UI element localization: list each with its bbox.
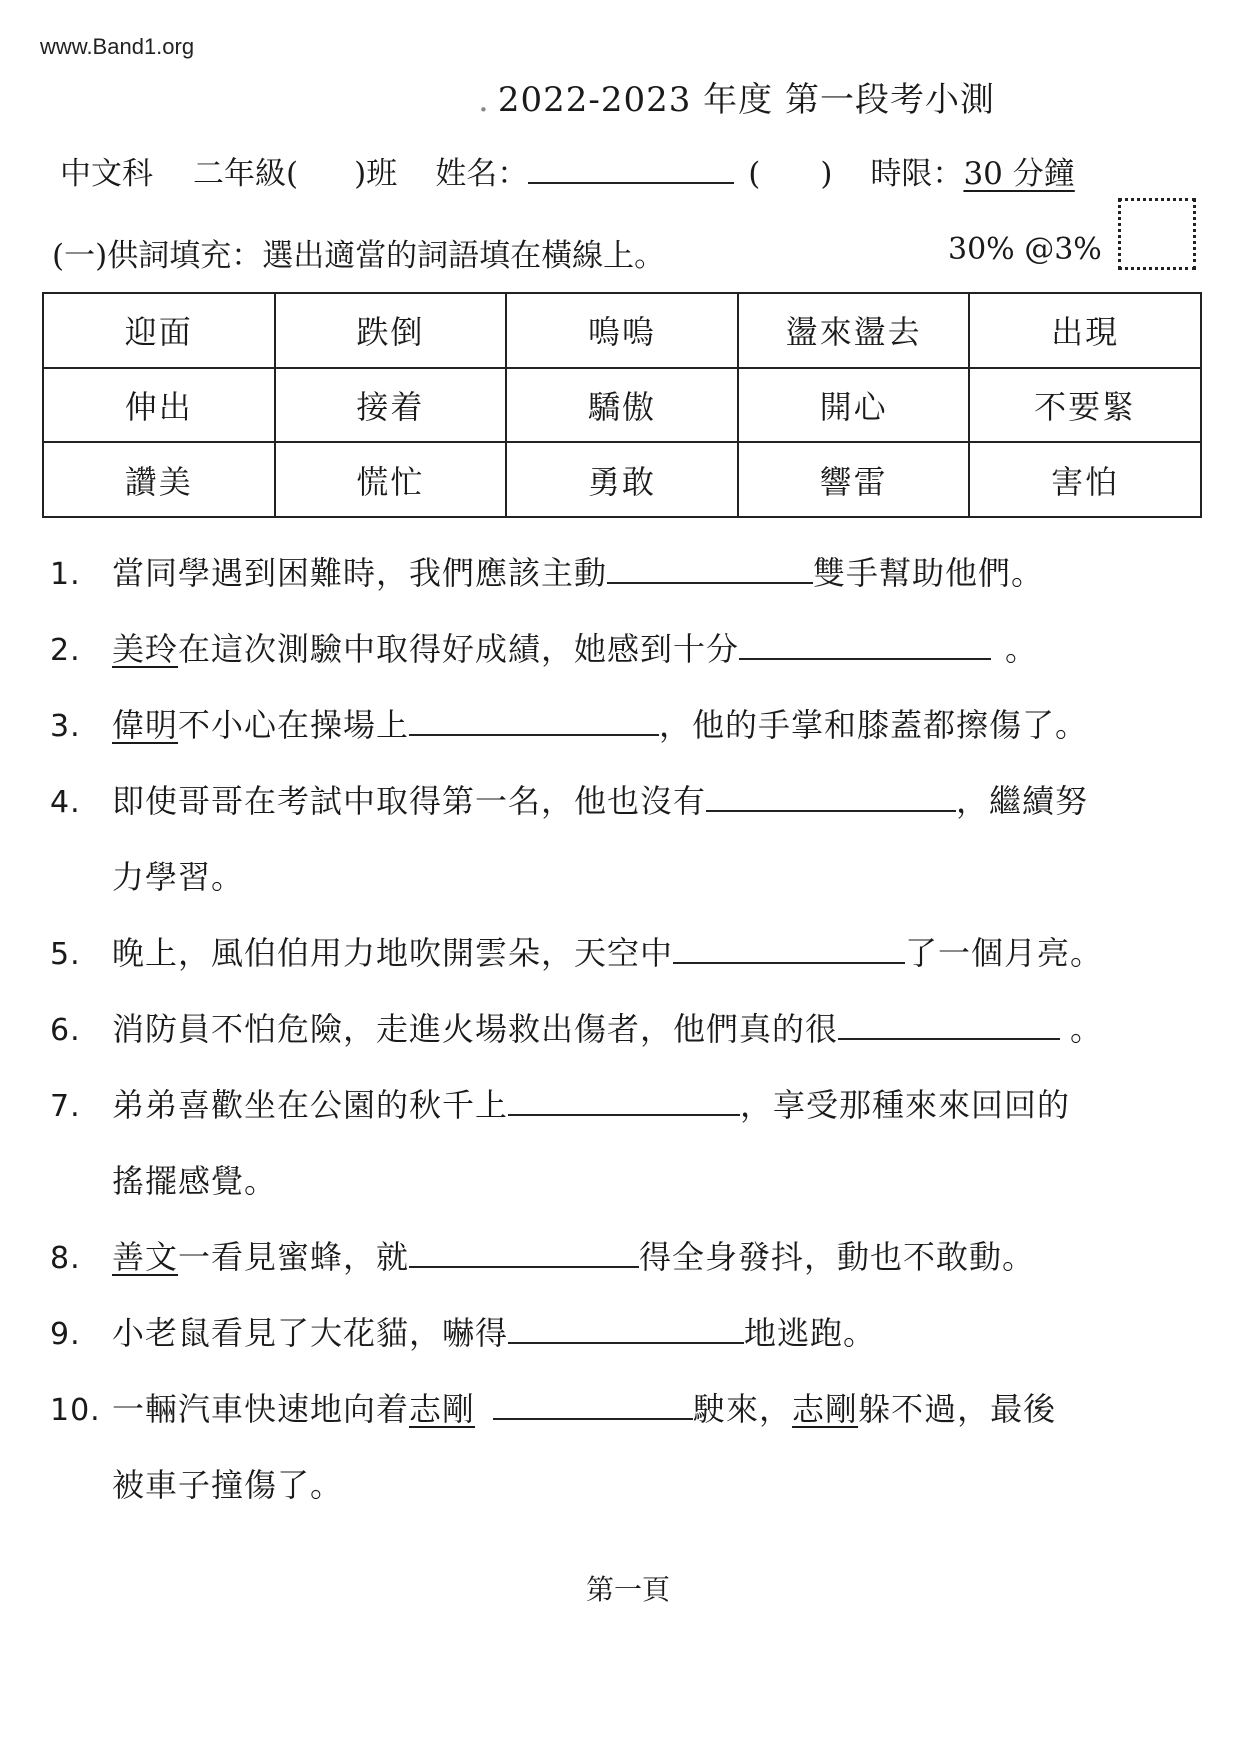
word-cell: 驕傲 [506,368,738,443]
question-number: 2. [50,633,81,668]
time-label: 時限： [870,156,964,192]
word-cell: 害怕 [969,442,1201,517]
subject-label: 中文科 [60,156,153,192]
answer-blank[interactable] [706,810,956,812]
person-name: 美玲 [112,630,179,668]
word-cell: 伸出 [43,368,275,443]
answer-blank[interactable] [508,1342,744,1344]
answer-blank[interactable] [607,582,813,584]
question-text: 小老鼠看見了大花貓，嚇得 [112,1314,509,1352]
word-cell: 勇敢 [506,442,738,517]
name-blank[interactable] [528,182,734,184]
word-cell: 跌倒 [275,293,507,368]
person-name: 善文 [112,1238,179,1276]
question-9 [50,1308,876,1354]
word-bank-row [43,442,1201,517]
student-info-row [60,148,1075,193]
word-cell: 盪來盪去 [738,293,970,368]
answer-blank[interactable] [739,658,991,660]
question-text: 躲不過，最後 [858,1390,1057,1428]
question-number: 3. [50,709,81,744]
question-text: 晚上，風伯伯用力地吹開雲朵，天空中 [112,934,674,972]
word-cell: 不要緊 [969,368,1201,443]
word-bank-row [43,293,1201,368]
question-text: 消防員不怕危險，走進火場救出傷者，他們真的很 [112,1010,839,1048]
question-text: 一輛汽車快速地向着 [112,1390,410,1428]
question-number: 9. [50,1317,81,1352]
time-value: 30 分鐘 [963,156,1075,192]
class-label: )班 [354,156,398,192]
question-number: 10. [50,1393,101,1428]
question-number: 8. [50,1241,81,1276]
word-cell: 迎面 [43,293,275,368]
question-text: 在這次測驗中取得好成績，她感到十分 [178,630,740,668]
person-name: 偉明 [112,706,179,744]
title-text: 2022-2023 年度 第一段考小測 [497,80,995,120]
section-heading: (一)供詞填充：選出適當的詞語填在橫線上。 [52,238,666,274]
word-bank-table [42,292,1202,518]
question-text: 當同學遇到困難時，我們應該主動 [112,554,608,592]
question-number: 6. [50,1013,81,1048]
question-number: 4. [50,785,81,820]
question-text: 得全身發抖，動也不敢動。 [639,1238,1036,1276]
question-10 [50,1384,1056,1430]
word-cell: 響雷 [738,442,970,517]
answer-blank[interactable] [409,1266,639,1268]
question-text: 。 [1070,1010,1104,1048]
question-number: 7. [50,1089,81,1124]
section-marks: 30% @3% [948,232,1102,267]
word-bank-row [43,368,1201,443]
answer-blank[interactable] [493,1418,693,1420]
name-label: 姓名： [435,156,529,192]
question-text: 不小心在操場上 [178,706,410,744]
question-1 [50,548,1044,594]
word-cell: 慌忙 [275,442,507,517]
question-5 [50,928,1103,974]
class-number-open: ( [748,156,761,192]
word-cell: 讚美 [43,442,275,517]
page-title: . 2022-2023 年度 第一段考小測 [478,80,995,120]
person-name: 志剛 [792,1390,859,1428]
word-cell: 接着 [275,368,507,443]
question-7 [50,1080,1070,1126]
question-10-continued: 被車子撞傷了。 [112,1466,344,1504]
question-2 [50,624,1038,670]
question-3 [50,700,1088,746]
word-cell: 嗚嗚 [506,293,738,368]
page-number: 第一頁 [586,1573,671,1606]
class-number-close: ) [820,156,833,192]
question-number: 5. [50,937,81,972]
word-cell: 開心 [738,368,970,443]
question-7-continued: 搖擺感覺。 [112,1162,278,1200]
question-text: 弟弟喜歡坐在公園的秋千上 [112,1086,509,1124]
question-text: 地逃跑。 [744,1314,877,1352]
question-6 [50,1004,1103,1050]
question-text: 即使哥哥在考試中取得第一名，他也沒有 [112,782,707,820]
answer-blank[interactable] [673,962,905,964]
word-cell: 出現 [969,293,1201,368]
answer-blank[interactable] [508,1114,740,1116]
question-text: 駛來， [693,1390,793,1428]
score-box[interactable] [1118,198,1196,270]
question-text: ，享受那種來來回回的 [740,1086,1071,1124]
question-text: ，他的手掌和膝蓋都擦傷了。 [659,706,1089,744]
answer-blank[interactable] [838,1038,1060,1040]
question-8 [50,1232,1035,1278]
question-text: ，繼續努 [956,782,1089,820]
question-text: 。 [1005,630,1039,668]
question-text: 了一個月亮。 [905,934,1104,972]
answer-blank[interactable] [409,734,659,736]
grade-label: 二年級( [193,156,299,192]
question-text: 一看見蜜蜂，就 [178,1238,410,1276]
question-text: 雙手幫助他們。 [813,554,1045,592]
site-watermark: www.Band1.org [40,34,195,59]
question-number: 1. [50,557,81,592]
question-4 [50,776,1088,822]
question-4-continued: 力學習。 [112,858,245,896]
person-name: 志剛 [409,1390,476,1428]
